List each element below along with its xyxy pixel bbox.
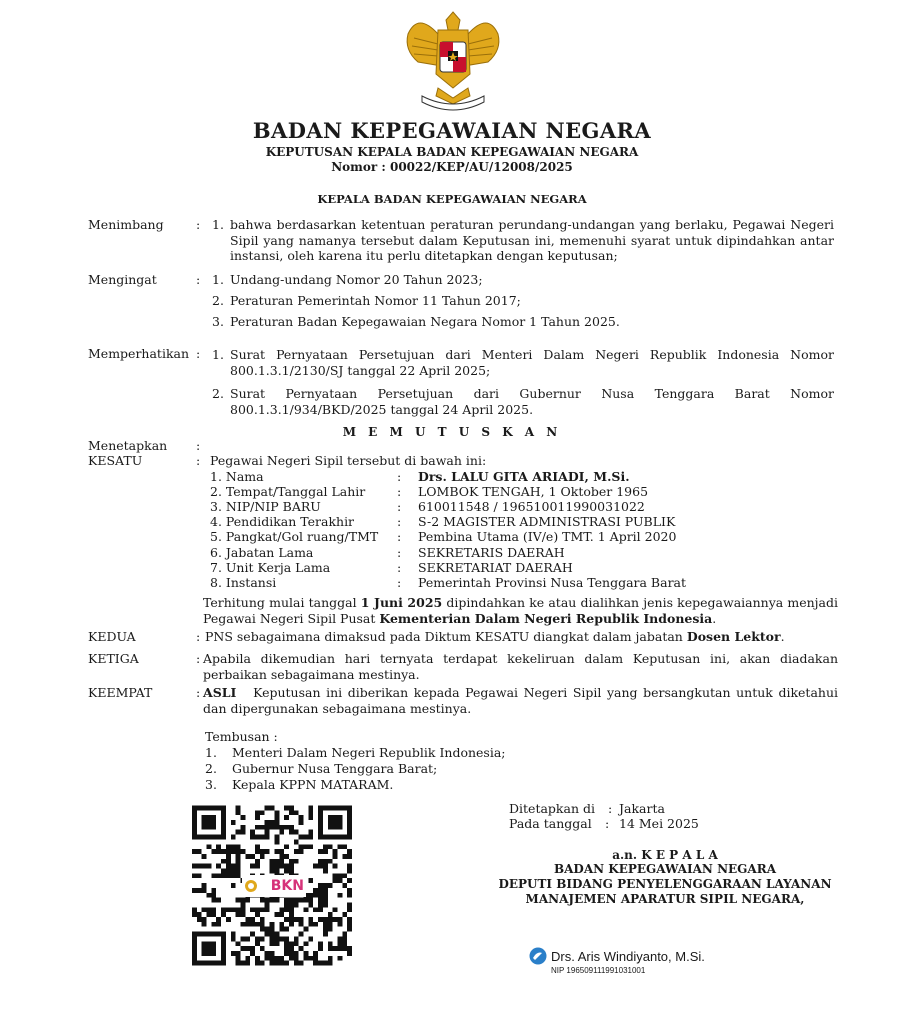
mengingat-num-3: 3. — [212, 314, 224, 329]
date-label: Pada tanggal — [509, 816, 592, 831]
detail-value-education: S-2 MAGISTER ADMINISTRASI PUBLIK — [418, 514, 676, 529]
new-position: Dosen Lektor — [686, 629, 781, 644]
colon: : — [397, 575, 402, 590]
sig-deputy-2: MANAJEMEN APARATUR SIPIL NEGARA, — [525, 892, 805, 906]
menimbang-text: bahwa berdasarkan ketentuan peraturan perundang-undangan yang berlaku, Pegawai Negeri Sipil yang namanya tersebut dalam Keputusan ini, memenuhi syarat untuk dipindahkan antar instansi, oleh karena itu perlu ditetapkan dengan keputusan; — [230, 217, 834, 263]
colon: : — [196, 438, 201, 453]
detail-label-old-position: 6. Jabatan Lama — [210, 545, 314, 560]
colon: : — [196, 685, 201, 700]
colon: : — [397, 484, 402, 499]
menetapkan-label: Menetapkan — [88, 438, 168, 453]
detail-value-name: Drs. LALU GITA ARIADI, M.Si. — [418, 469, 630, 484]
colon: : — [605, 816, 610, 831]
colon: : — [196, 272, 201, 287]
menimbang-num: 1. — [212, 217, 224, 232]
detail-value-old-position: SEKRETARIS DAERAH — [418, 545, 565, 560]
colon: : — [196, 453, 201, 468]
colon: : — [196, 346, 201, 361]
place-value: Jakarta — [619, 801, 665, 816]
kesatu-intro: Pegawai Negeri Sipil tersebut di bawah ini: — [210, 453, 487, 468]
colon: : — [397, 529, 402, 544]
digital-signature-icon — [529, 947, 547, 965]
memperhatikan-item-1: Surat Pernyataan Persetujuan dari Menteri Dalam Negeri Republik Indonesia Nomor 800.1.3.1/2130/SJ tanggal 22 April 2025; — [230, 347, 834, 378]
detail-value-rank: Pembina Utama (IV/e) TMT. 1 April 2020 — [418, 529, 677, 544]
signer-name: Drs. Aris Windiyanto, M.Si. — [551, 949, 705, 964]
colon: : — [196, 651, 201, 666]
bkn-logo: BKN — [242, 875, 306, 897]
colon: : — [196, 629, 201, 644]
keempat-label: KEEMPAT — [88, 685, 153, 700]
sig-org: BADAN KEPEGAWAIAN NEGARA — [553, 862, 777, 876]
tembusan-num-1: 1. — [205, 745, 217, 760]
tembusan-item-3: Kepala KPPN MATARAM. — [232, 777, 394, 792]
detail-value-birth: LOMBOK TENGAH, 1 Oktober 1965 — [418, 484, 649, 499]
asli-label: ASLI — [203, 685, 237, 700]
kesatu-label: KESATU — [88, 453, 143, 468]
detail-label-birth: 2. Tempat/Tanggal Lahir — [210, 484, 366, 499]
colon: : — [397, 560, 402, 575]
organization-title: BADAN KEPEGAWAIAN NEGARA — [252, 118, 652, 143]
tembusan-num-2: 2. — [205, 761, 217, 776]
tembusan-title: Tembusan : — [205, 729, 278, 744]
kedua-label: KEDUA — [88, 629, 136, 644]
memperhatikan-num-1: 1. — [212, 347, 224, 362]
detail-label-old-unit: 7. Unit Kerja Lama — [210, 560, 331, 575]
keempat-text: ASLI Keputusan ini diberikan kepada Pegawai Negeri Sipil yang bersangkutan untuk diketahui dan dipergunakan sebagaimana mestinya. — [203, 685, 838, 716]
detail-value-old-unit: SEKRETARIAT DAERAH — [418, 560, 573, 575]
mengingat-num-2: 2. — [212, 293, 224, 308]
sig-deputy-1: DEPUTI BIDANG PENYELENGGARAAN LAYANAN — [498, 877, 832, 891]
mengingat-item-2: Peraturan Pemerintah Nomor 11 Tahun 2017; — [230, 293, 521, 308]
ketiga-label: KETIGA — [88, 651, 139, 666]
detail-label-name: 1. Nama — [210, 469, 264, 484]
place-label: Ditetapkan di — [509, 801, 595, 816]
colon: : — [608, 801, 613, 816]
detail-label-agency: 8. Instansi — [210, 575, 277, 590]
detail-label-education: 4. Pendidikan Terakhir — [210, 514, 355, 529]
garuda-emblem-icon — [398, 4, 508, 116]
signer-nip: NIP 196509111991031001 — [551, 966, 646, 975]
memperhatikan-label: Memperhatikan — [88, 346, 190, 361]
memperhatikan-num-2: 2. — [212, 386, 224, 401]
colon: : — [397, 545, 402, 560]
an-kepala: a.n. K E P A L A — [612, 848, 718, 862]
detail-label-nip: 3. NIP/NIP BARU — [210, 499, 321, 514]
colon: : — [397, 469, 402, 484]
colon: : — [397, 499, 402, 514]
colon: : — [196, 217, 201, 232]
decree-number: Nomor : 00022/KEP/AU/12008/2025 — [331, 160, 573, 174]
head-title: KEPALA BADAN KEPEGAWAIAN NEGARA — [317, 192, 587, 206]
kesatu-effective-text: Terhitung mulai tanggal 1 Juni 2025 dipindahkan ke atau dialihkan jenis kepegawaiannya menjadi Pegawai Negeri Sipil Pusat Kementerian Dalam Negeri Republik Indonesia. — [203, 595, 839, 626]
ketiga-text: Apabila dikemudian hari ternyata terdapat kekeliruan dalam Keputusan ini, akan diadakan perbaikan sebagaimana mestinya. — [203, 651, 838, 682]
mengingat-label: Mengingat — [88, 272, 157, 287]
mengingat-item-1: Undang-undang Nomor 20 Tahun 2023; — [230, 272, 483, 287]
detail-label-rank: 5. Pangkat/Gol ruang/TMT — [210, 529, 379, 544]
tembusan-item-2: Gubernur Nusa Tenggara Barat; — [232, 761, 438, 776]
detail-value-agency: Pemerintah Provinsi Nusa Tenggara Barat — [418, 575, 687, 590]
memperhatikan-item-2: Surat Pernyataan Persetujuan dari Gubernur Nusa Tenggara Barat Nomor 800.1.3.1/934/BKD/2025 tanggal 24 April 2025. — [230, 386, 834, 417]
tembusan-item-1: Menteri Dalam Negeri Republik Indonesia; — [232, 745, 506, 760]
date-value: 14 Mei 2025 — [619, 816, 699, 831]
target-agency: Kementerian Dalam Negeri Republik Indonesia — [379, 610, 713, 626]
colon: : — [397, 514, 402, 529]
detail-value-nip: 610011548 / 196510011990031022 — [418, 499, 645, 514]
mengingat-num-1: 1. — [212, 272, 224, 287]
effective-date: 1 Juni 2025 — [360, 595, 443, 610]
menimbang-label: Menimbang — [88, 217, 164, 232]
decree-title: KEPUTUSAN KEPALA BADAN KEPEGAWAIAN NEGARA — [265, 145, 639, 159]
kedua-text: PNS sebagaimana dimaksud pada Diktum KESATU diangkat dalam jabatan Dosen Lektor. — [205, 629, 785, 644]
bkn-logo-icon — [244, 879, 258, 893]
memutuskan-heading: M E M U T U S K A N — [342, 425, 562, 439]
tembusan-num-3: 3. — [205, 777, 217, 792]
mengingat-item-3: Peraturan Badan Kepegawaian Negara Nomor 1 Tahun 2025. — [230, 314, 620, 329]
